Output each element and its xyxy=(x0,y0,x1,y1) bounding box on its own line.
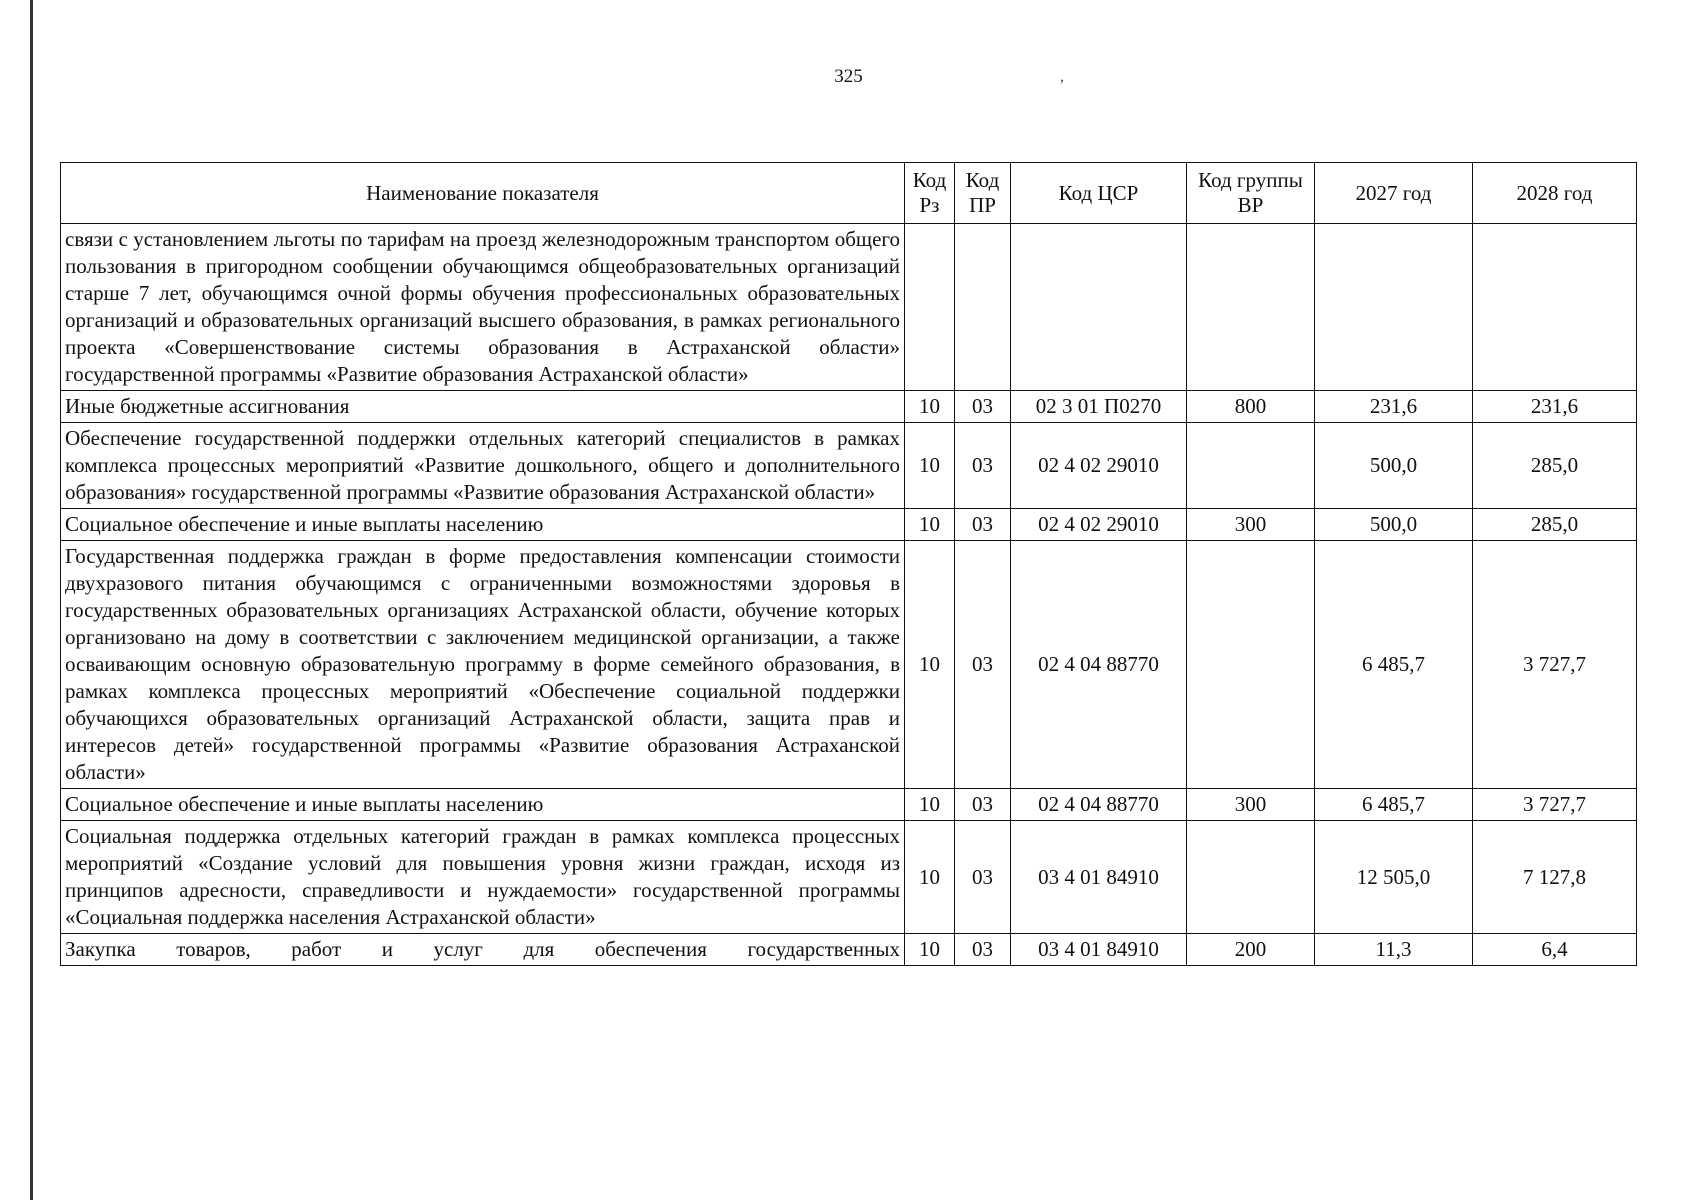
row-vr xyxy=(1187,821,1315,934)
row-pr: 03 xyxy=(955,934,1011,966)
table-header-row xyxy=(61,163,1637,224)
row-pr: 03 xyxy=(955,541,1011,789)
row-csr: 02 4 02 29010 xyxy=(1011,423,1187,509)
row-vr xyxy=(1187,423,1315,509)
row-rz: 10 xyxy=(905,821,955,934)
row-name: Закупка товаров, работ и услуг для обеспечения государственных xyxy=(61,934,905,966)
row-pr: 03 xyxy=(955,789,1011,821)
row-2028: 285,0 xyxy=(1473,509,1637,541)
row-rz: 10 xyxy=(905,934,955,966)
row-csr: 02 3 01 П0270 xyxy=(1011,391,1187,423)
header-2028: 2028 год xyxy=(1473,163,1637,224)
row-2027: 500,0 xyxy=(1315,509,1473,541)
row-2027: 12 505,0 xyxy=(1315,821,1473,934)
row-2028 xyxy=(1473,224,1637,391)
row-name: Государственная поддержка граждан в форме предоставления компенсации стоимости двухразового питания обучающимся с ограниченными возможностями здоровья в государственных образовательных организациях Астраханской области, обучение которых организовано на дому в соответствии с заключением медицинской организации, а также осваивающим основную образовательную программу в форме семейного образования, в рамках комплекса процессных мероприятий «Обеспечение социальной поддержки обучающихся образовательных организаций Астраханской области, защита прав и интересов детей» государственной программы «Развитие образования Астраханской области» xyxy=(61,541,905,789)
table-row xyxy=(61,934,1637,966)
row-rz: 10 xyxy=(905,541,955,789)
row-2028: 231,6 xyxy=(1473,391,1637,423)
table-row xyxy=(61,541,1637,789)
row-name: Социальное обеспечение и иные выплаты населению xyxy=(61,789,905,821)
row-csr: 03 4 01 84910 xyxy=(1011,821,1187,934)
header-vr: Код группы ВР xyxy=(1187,163,1315,224)
row-2027: 6 485,7 xyxy=(1315,541,1473,789)
table-row xyxy=(61,821,1637,934)
row-csr: 03 4 01 84910 xyxy=(1011,934,1187,966)
row-pr xyxy=(955,224,1011,391)
row-rz xyxy=(905,224,955,391)
row-2028: 7 127,8 xyxy=(1473,821,1637,934)
row-rz: 10 xyxy=(905,509,955,541)
row-name: связи с установлением льготы по тарифам на проезд железнодорожным транспортом общего пользования в пригородном сообщении обучающимся общеобразовательных организаций старше 7 лет, обучающимся очной формы обучения профессиональных образовательных организаций и образовательных организаций высшего образования, в рамках регионального проекта «Совершенствование системы образования в Астраханской области» государственной программы «Развитие образования Астраханской области» xyxy=(61,224,905,391)
header-csr: Код ЦСР xyxy=(1011,163,1187,224)
row-pr: 03 xyxy=(955,509,1011,541)
row-2027: 500,0 xyxy=(1315,423,1473,509)
table-row xyxy=(61,509,1637,541)
table-row xyxy=(61,391,1637,423)
row-pr: 03 xyxy=(955,423,1011,509)
row-csr: 02 4 04 88770 xyxy=(1011,789,1187,821)
row-vr xyxy=(1187,224,1315,391)
row-csr xyxy=(1011,224,1187,391)
table-row xyxy=(61,789,1637,821)
row-vr xyxy=(1187,541,1315,789)
row-2028: 3 727,7 xyxy=(1473,541,1637,789)
page-number: 325 xyxy=(834,66,863,87)
table-row xyxy=(61,224,1637,391)
row-2028: 3 727,7 xyxy=(1473,789,1637,821)
table-row xyxy=(61,423,1637,509)
header-2027: 2027 год xyxy=(1315,163,1473,224)
row-vr: 300 xyxy=(1187,509,1315,541)
row-name: Обеспечение государственной поддержки отдельных категорий специалистов в рамках комплекса процессных мероприятий «Развитие дошкольного, общего и дополнительного образования» государственной программы «Развитие образования Астраханской области» xyxy=(61,423,905,509)
row-2028: 285,0 xyxy=(1473,423,1637,509)
row-name: Иные бюджетные ассигнования xyxy=(61,391,905,423)
row-rz: 10 xyxy=(905,391,955,423)
header-rz: Код Рз xyxy=(905,163,955,224)
row-pr: 03 xyxy=(955,391,1011,423)
row-csr: 02 4 04 88770 xyxy=(1011,541,1187,789)
row-2027: 231,6 xyxy=(1315,391,1473,423)
row-pr: 03 xyxy=(955,821,1011,934)
row-2027: 11,3 xyxy=(1315,934,1473,966)
row-name: Социальная поддержка отдельных категорий граждан в рамках комплекса процессных мероприятий «Создание условий для повышения уровня жизни граждан, исходя из принципов адресности, справедливости и нуждаемости» государственной программы «Социальная поддержка населения Астраханской области» xyxy=(61,821,905,934)
row-2027 xyxy=(1315,224,1473,391)
header-pr: Код ПР xyxy=(955,163,1011,224)
row-name: Социальное обеспечение и иные выплаты населению xyxy=(61,509,905,541)
row-rz: 10 xyxy=(905,789,955,821)
row-vr: 800 xyxy=(1187,391,1315,423)
row-rz: 10 xyxy=(905,423,955,509)
row-vr: 200 xyxy=(1187,934,1315,966)
row-csr: 02 4 02 29010 xyxy=(1011,509,1187,541)
header-name: Наименование показателя xyxy=(61,163,905,224)
row-vr: 300 xyxy=(1187,789,1315,821)
row-2027: 6 485,7 xyxy=(1315,789,1473,821)
row-2028: 6,4 xyxy=(1473,934,1637,966)
budget-table xyxy=(60,162,1637,966)
scan-edge-line xyxy=(30,0,33,1200)
page-mark: , xyxy=(1060,68,1064,85)
